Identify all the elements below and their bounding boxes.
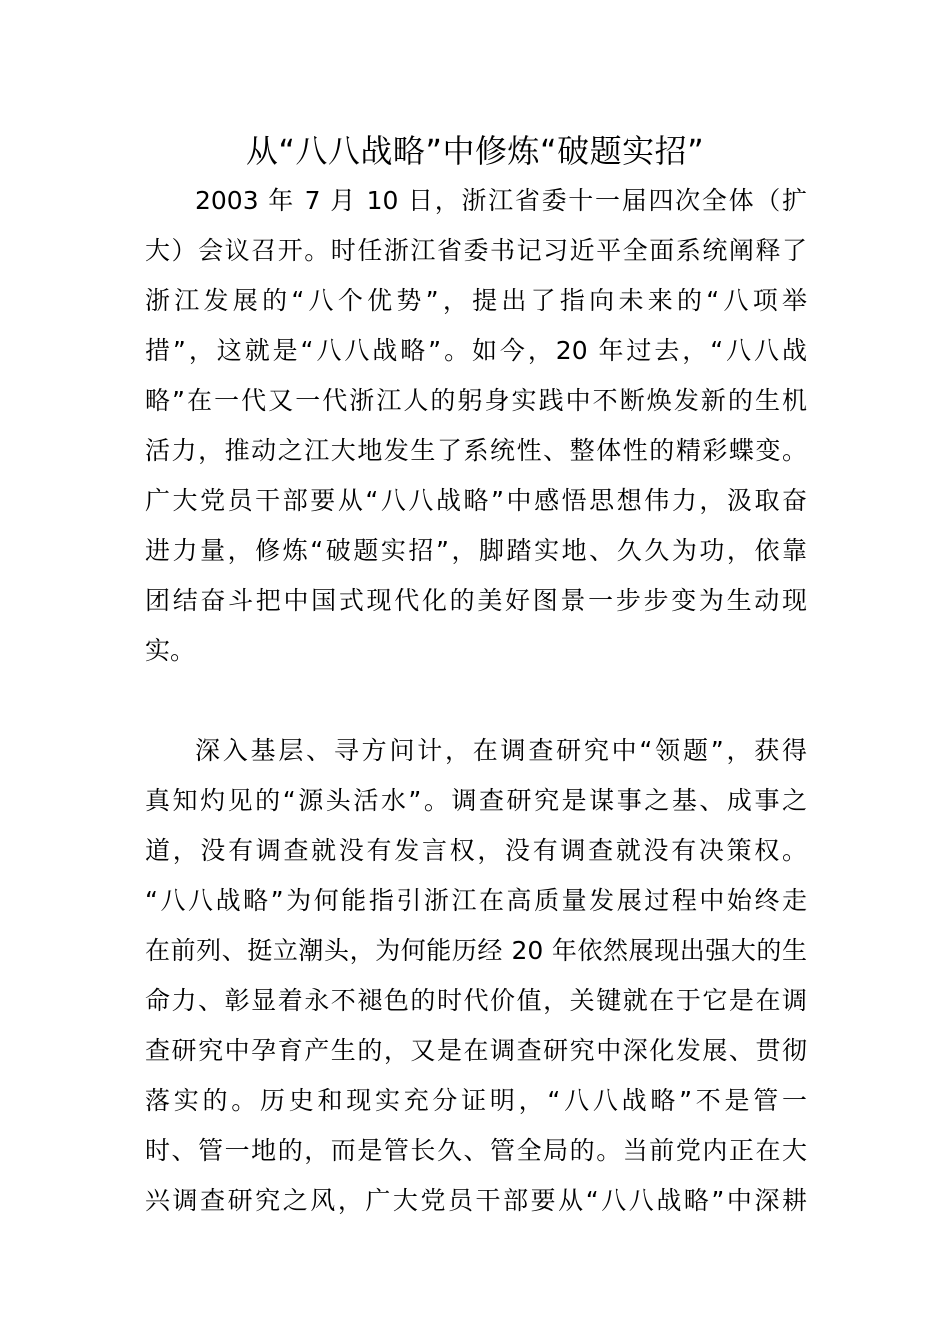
paragraph-2-line: 深入基层、寻方问计，在调查研究中“领题”，获得 [195,736,807,765]
paragraph-2-line: 道，没有调查就没有发言权，没有调查就没有决策权。 [145,836,807,865]
paragraph-2-line: 查研究中孕育产生的，又是在调查研究中深化发展、贯彻 [145,1036,807,1065]
paragraph-2-line: 兴调查研究之风，广大党员干部要从“八八战略”中深耕 [145,1186,807,1215]
paragraph-1-line: 进力量，修炼“破题实招”，脚踏实地、久久为功，依靠 [145,536,807,565]
paragraph-1-line: 活力，推动之江大地发生了系统性、整体性的精彩蝶变。 [145,436,807,465]
paragraph-1-line: 实。 [145,636,196,665]
paragraph-2-line: 在前列、挺立潮头，为何能历经 20 年依然展现出强大的生 [145,936,807,965]
paragraph-2-line: “八八战略”为何能指引浙江在高质量发展过程中始终走 [145,886,807,915]
paragraph-1-line: 团结奋斗把中国式现代化的美好图景一步步变为生动现 [145,586,807,615]
paragraph-1-line: 大）会议召开。时任浙江省委书记习近平全面系统阐释了 [145,236,807,265]
document-title: 从“八八战略”中修炼“破题实招” [245,132,705,170]
paragraph-1-line: 措”，这就是“八八战略”。如今，20 年过去，“八八战 [145,336,807,365]
paragraph-1-line: 略”在一代又一代浙江人的躬身实践中不断焕发新的生机 [145,386,807,415]
paragraph-2-line: 落实的。历史和现实充分证明，“八八战略”不是管一 [145,1086,807,1115]
paragraph-1-line: 2003 年 7 月 10 日，浙江省委十一届四次全体（扩 [195,186,807,215]
paragraph-1-line: 浙江发展的“八个优势”，提出了指向未来的“八项举 [145,286,807,315]
paragraph-1-line: 广大党员干部要从“八八战略”中感悟思想伟力，汲取奋 [145,486,807,515]
paragraph-2-line: 真知灼见的“源头活水”。调查研究是谋事之基、成事之 [145,786,807,815]
paragraph-2-line: 命力、彰显着永不褪色的时代价值，关键就在于它是在调 [145,986,807,1015]
paragraph-2-line: 时、管一地的，而是管长久、管全局的。当前党内正在大 [145,1136,807,1165]
